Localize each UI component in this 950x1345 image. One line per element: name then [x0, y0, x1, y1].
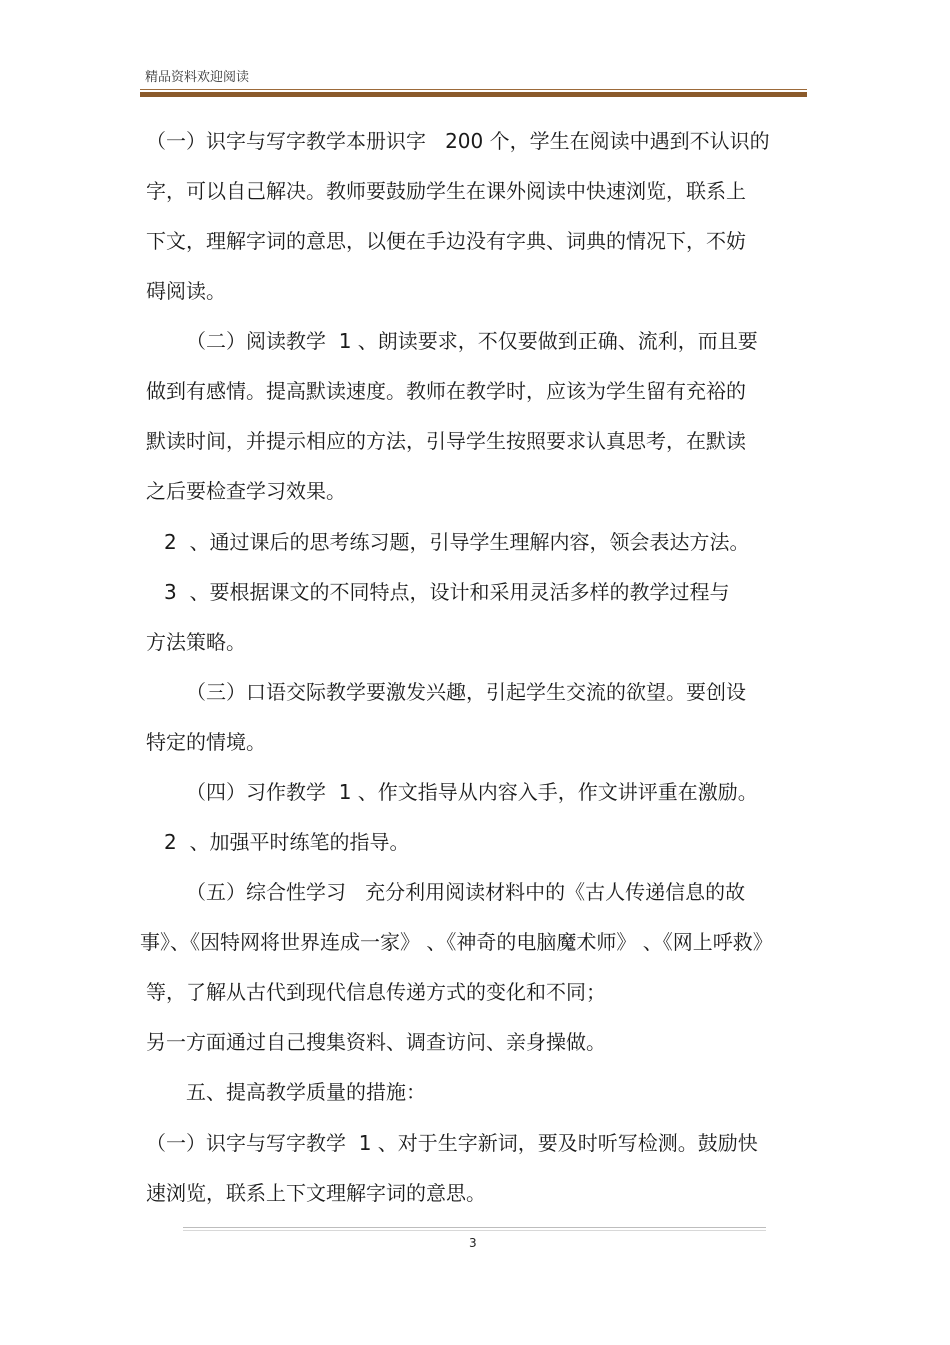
text-line: （二）阅读教学 1 、朗读要求，不仅要做到正确、流利，而且要 [186, 329, 758, 353]
text-line: 字，可以自己解决。教师要鼓励学生在课外阅读中快速浏览，联系上 [146, 179, 746, 203]
text-line: 默读时间，并提示相应的方法，引导学生按照要求认真思考，在默读 [146, 429, 746, 453]
text-line: 特定的情境。 [146, 730, 266, 754]
text-line: （四）习作教学 1 、作文指导从内容入手，作文讲评重在激励。 [186, 780, 758, 804]
text-line: 2 、加强平时练笔的指导。 [164, 830, 410, 854]
text-line: 等，了解从古代到现代信息传递方式的变化和不同； [146, 980, 606, 1004]
text-line: 做到有感情。提高默读速度。教师在教学时，应该为学生留有充裕的 [146, 379, 746, 403]
text-line: 碍阅读。 [146, 279, 226, 303]
text-line: 速浏览，联系上下文理解字词的意思。 [146, 1181, 486, 1205]
text-line: 之后要检查学习效果。 [146, 479, 346, 503]
text-line: 事》、《因特网将世界连成一家》 、《神奇的电脑魔术师》 、《网上呼救》 [140, 930, 773, 954]
text-line: （五）综合性学习 充分利用阅读材料中的《古人传递信息的故 [186, 880, 746, 904]
text-line: 五、提高教学质量的措施： [186, 1080, 426, 1104]
footer-rule-secondary [183, 1230, 766, 1231]
text-line: 3 、要根据课文的不同特点，设计和采用灵活多样的教学过程与 [164, 580, 730, 604]
page-number: 3 [469, 1236, 477, 1250]
header-rule-thick [140, 92, 807, 97]
text-line: （三）口语交际教学要激发兴趣，引起学生交流的欲望。要创设 [186, 680, 746, 704]
text-line: 另一方面通过自己搜集资料、调查访问、亲身操做。 [146, 1030, 606, 1054]
text-line: 2 、通过课后的思考练习题，引导学生理解内容，领会表达方法。 [164, 530, 750, 554]
header-text: 精品资料欢迎阅读 [145, 70, 250, 85]
header-rule-thin [140, 89, 807, 90]
footer-rule [183, 1227, 766, 1228]
text-line: 方法策略。 [146, 630, 246, 654]
text-line: （一）识字与写字教学 1 、对于生字新词，要及时听写检测。鼓励快 [146, 1131, 758, 1155]
text-line: 下文，理解字词的意思，以便在手边没有字典、词典的情况下，不妨 [146, 229, 746, 253]
text-line: （一）识字与写字教学本册识字 200 个，学生在阅读中遇到不认识的 [146, 129, 770, 153]
